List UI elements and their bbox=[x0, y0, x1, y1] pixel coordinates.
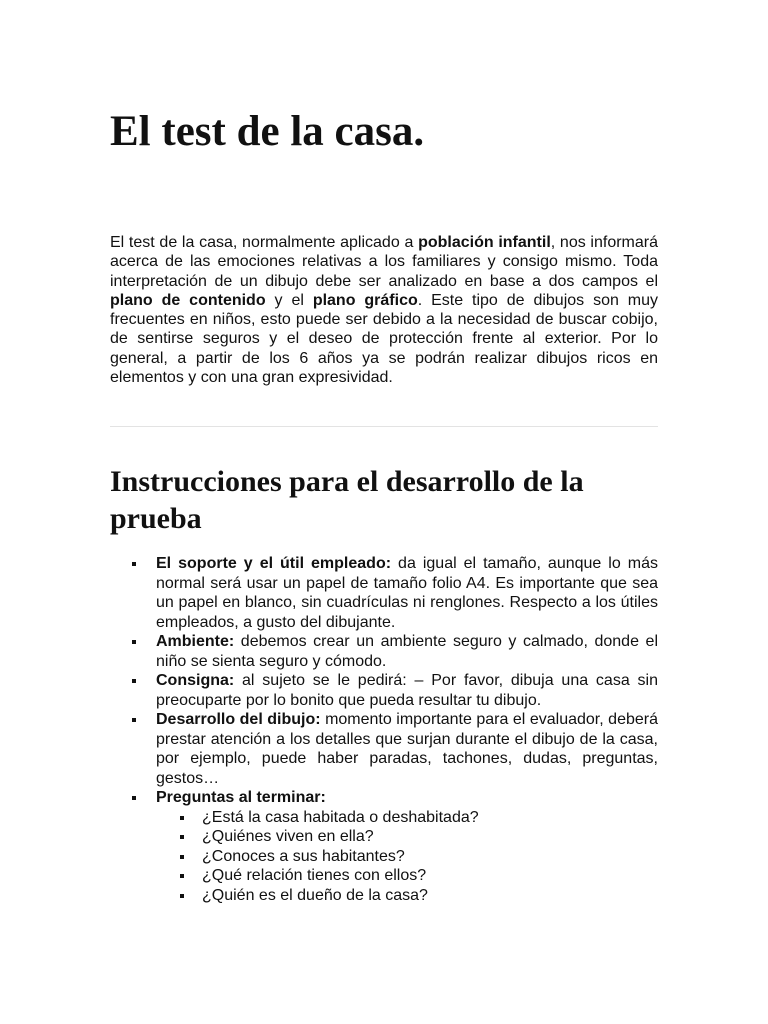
intro-text: , nos informará acerca de las emociones relativas a los familiares y consigo mismo. Toda interpretación de un dibujo debe ser analizado en base a dos campos el bbox=[110, 234, 659, 290]
square-bullet-icon bbox=[180, 835, 184, 839]
square-bullet-icon bbox=[132, 679, 136, 683]
document-title: El test de la casa. bbox=[110, 108, 425, 155]
list-item-label: Desarrollo del dibujo: bbox=[156, 711, 321, 728]
list-item-text: debemos crear un ambiente seguro y calmado, donde el niño se sienta seguro y cómodo. bbox=[156, 633, 658, 670]
list-item bbox=[110, 788, 658, 905]
question-text: ¿Quiénes viven en ella? bbox=[202, 828, 374, 845]
intro-text: y el bbox=[265, 291, 313, 309]
list-item-label: Consigna: bbox=[156, 672, 235, 689]
list-item bbox=[110, 554, 658, 632]
instructions-list bbox=[110, 554, 658, 905]
square-bullet-icon bbox=[132, 640, 136, 644]
square-bullet-icon bbox=[132, 718, 136, 722]
question-text: ¿Qué relación tienes con ellos? bbox=[202, 867, 427, 884]
list-item-text: da igual el tamaño, aunque lo más normal será usar un papel de tamaño folio A4. Es importante que sea un papel en blanco, sin cuadrículas ni renglones. Respecto a los útiles empleados, a gusto del dibujante. bbox=[156, 555, 658, 631]
question-text: ¿Quién es el dueño de la casa? bbox=[202, 886, 428, 904]
square-bullet-icon bbox=[180, 894, 184, 898]
question-item bbox=[156, 827, 658, 847]
list-item bbox=[110, 632, 658, 671]
list-item-label: Ambiente: bbox=[156, 633, 235, 650]
question-item bbox=[156, 886, 658, 906]
question-item bbox=[156, 847, 658, 867]
section-heading: Instrucciones para el desarrollo de la prueba bbox=[110, 465, 584, 535]
questions-list bbox=[156, 808, 658, 906]
square-bullet-icon bbox=[180, 874, 184, 878]
question-text: ¿Está la casa habitada o deshabitada? bbox=[202, 808, 479, 826]
question-text: ¿Conoces a sus habitantes? bbox=[202, 847, 405, 865]
square-bullet-icon bbox=[180, 816, 184, 820]
intro-text: El test de la casa, normalmente aplicado a bbox=[110, 234, 419, 251]
intro-bold-term: plano de contenido bbox=[110, 291, 266, 309]
list-item-label: El soporte y el útil empleado: bbox=[156, 555, 392, 572]
section-divider bbox=[110, 426, 658, 427]
square-bullet-icon bbox=[132, 562, 136, 566]
list-item-text: momento importante para el evaluador, deberá prestar atención a los detalles que surjan durante el dibujo de la casa, por ejemplo, puede haber paradas, tachones, dudas, preguntas, gestos… bbox=[156, 711, 658, 787]
question-item bbox=[156, 866, 658, 886]
intro-text: . Este tipo de dibujos son muy frecuentes en niños, esto puede ser debido a la necesidad de buscar cobijo, de sentirse seguros y el deseo de protección frente al exterior. Por lo general, a partir de los 6 años ya se podrán realizar dibujos ricos en elementos y con una gran expresividad. bbox=[110, 291, 658, 387]
question-item bbox=[156, 808, 658, 828]
list-item-label: Preguntas al terminar: bbox=[156, 789, 326, 806]
list-item-text: al sujeto se le pedirá: – Por favor, dibuja una casa sin preocuparte por lo bonito que pueda resultar tu dibujo. bbox=[156, 672, 658, 709]
list-item bbox=[110, 710, 658, 788]
intro-paragraph bbox=[110, 233, 658, 387]
square-bullet-icon bbox=[132, 796, 136, 800]
intro-bold-term: población infantil bbox=[418, 234, 551, 251]
square-bullet-icon bbox=[180, 855, 184, 859]
list-item bbox=[110, 671, 658, 710]
intro-bold-term: plano gráfico bbox=[312, 291, 418, 309]
